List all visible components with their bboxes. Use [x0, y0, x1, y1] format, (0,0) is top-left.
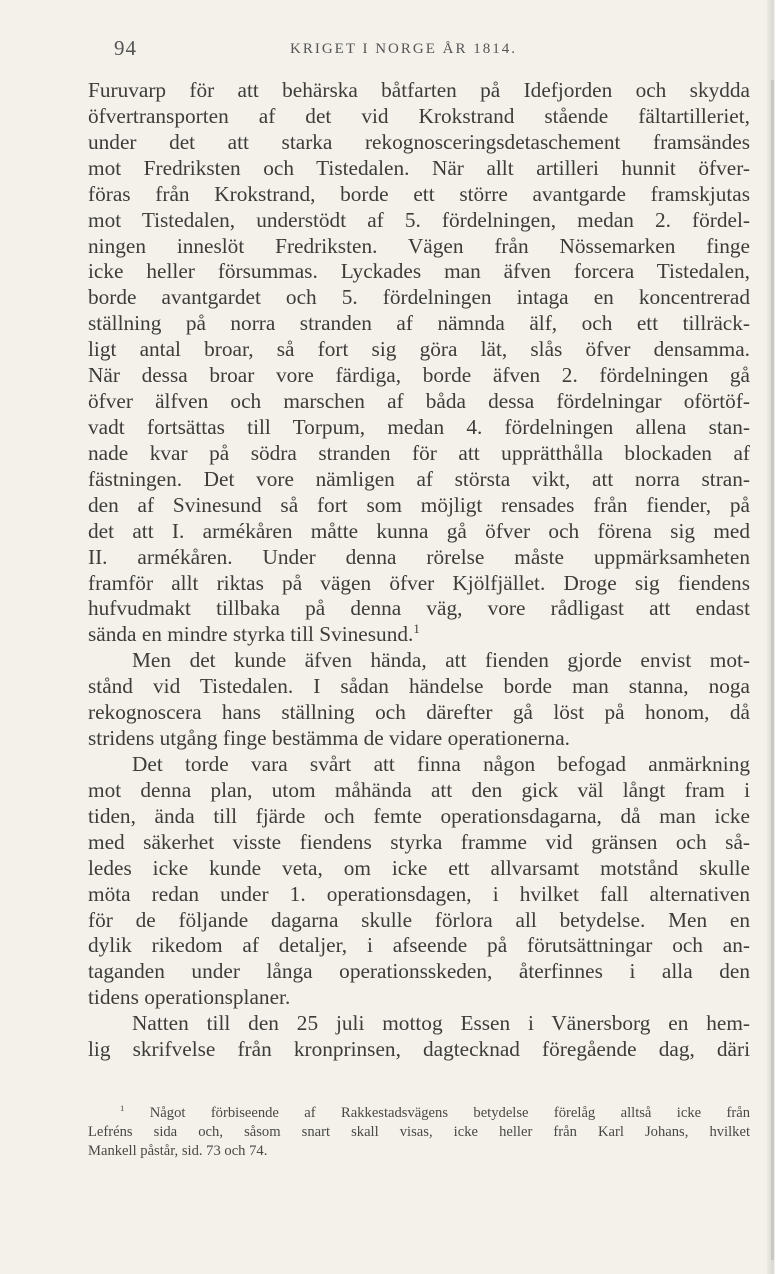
text-line-text: ledes icke kunde veta, om icke ett allvarsamt motstånd skulle	[88, 855, 750, 880]
text-line	[88, 674, 750, 700]
text-line-text: När dessa broar vore färdiga, borde äfven 2. fördelningen gå	[88, 363, 750, 388]
footnotes	[88, 1104, 750, 1161]
text-line-text: ställning på norra stranden af nämnda älf, och ett tillräck-	[88, 311, 750, 336]
text-line-text: ligt antal broar, så fort sig göra lät, slås öfver densamma.	[88, 337, 750, 362]
text-line	[88, 156, 750, 182]
text-line	[88, 130, 750, 156]
text-line	[88, 752, 750, 778]
text-line-text: under det att starka rekognosceringsdetaschement framsändes	[88, 129, 750, 154]
text-line	[88, 700, 750, 726]
footnote-line-text: Något förbiseende af Rakkestadsvägens betydelse förelåg alltså icke från	[149, 1105, 750, 1121]
text-line	[88, 337, 750, 363]
footnote-line-text: Lefréns sida och, såsom snart skall visas, icke heller från Karl Johans, hvilket	[88, 1124, 750, 1140]
text-line-text: mot Fredriksten och Tistedalen. När allt artilleri hunnit öfver-	[88, 155, 750, 180]
text-line	[88, 363, 750, 389]
text-line-text: den af Svinesund så fort som möjligt rensades från fiender, på	[88, 492, 750, 517]
text-line	[88, 104, 750, 130]
text-line-text: borde avantgardet och 5. fördelningen intaga en koncentrerad	[88, 285, 750, 310]
text-line-text: mot Tistedalen, understödt af 5. fördelningen, medan 2. fördel-	[88, 207, 750, 232]
text-line-text: vadt fortsättas till Torpum, medan 4. fördelningen allena stan-	[88, 414, 750, 439]
text-line-text: taganden under långa operationsskeden, återfinnes i alla den	[88, 959, 750, 984]
page-number: 94	[114, 36, 137, 60]
text-line	[88, 1011, 750, 1037]
page-header	[114, 36, 730, 60]
text-line-text: icke heller försummas. Lyckades man äfven forcera Tistedalen,	[88, 259, 750, 284]
text-line-text: Furuvarp för att behärska båtfarten på Idefjorden och skydda	[88, 78, 750, 102]
text-line	[88, 830, 750, 856]
text-line-text: lig skrifvelse från kronprinsen, dagtecknad föregående dag, däri	[88, 1037, 750, 1062]
text-line	[88, 622, 750, 648]
footnote-line	[88, 1104, 750, 1123]
text-line-text: II. armékåren. Under denna rörelse måste uppmärksamheten	[88, 544, 750, 569]
footnote-line	[88, 1123, 750, 1142]
text-line-text: framför allt riktas på vägen öfver Kjölfjället. Droge sig fiendens	[88, 570, 750, 595]
text-line	[88, 882, 750, 908]
text-line	[88, 856, 750, 882]
text-line	[88, 908, 750, 934]
text-line	[88, 234, 750, 260]
binding-edge	[771, 80, 774, 1260]
text-line-text: stridens utgång finge bestämma de vidare operationerna.	[88, 726, 570, 751]
text-line-text: ningen inneslöt Fredriksten. Vägen från Nössemarken finge	[88, 233, 750, 258]
text-line	[88, 493, 750, 519]
footnote-reference[interactable]: 1	[413, 622, 420, 637]
text-line	[88, 259, 750, 285]
text-line	[88, 804, 750, 830]
text-line-text: Det torde vara svårt att finna någon befogad anmärkning	[132, 751, 750, 776]
text-line-text: sända en mindre styrka till Svinesund.	[88, 622, 414, 647]
running-title: KRIGET I NORGE ÅR 1814.	[290, 41, 517, 57]
body-text	[88, 78, 750, 1063]
text-line	[88, 1037, 750, 1063]
text-line	[88, 778, 750, 804]
text-line-text: tidens operationsplaner.	[88, 985, 291, 1010]
text-line	[88, 441, 750, 467]
text-line	[88, 467, 750, 493]
text-line	[88, 726, 750, 752]
text-line	[88, 519, 750, 545]
text-line	[88, 545, 750, 571]
text-line-text: mot denna plan, utom måhända att den gick väl långt fram i	[88, 777, 750, 802]
text-line	[88, 985, 750, 1011]
text-line	[88, 208, 750, 234]
text-line	[88, 959, 750, 985]
text-line	[88, 285, 750, 311]
text-line-text: för de följande dagarna skulle förlora all betydelse. Men en	[88, 907, 750, 932]
text-line-text: dylik rikedom af detaljer, i afseende på förutsättningar och an-	[88, 933, 750, 958]
text-line	[88, 571, 750, 597]
text-line-text: möta redan under 1. operationsdagen, i hvilket fall alternativen	[88, 881, 750, 906]
text-line-text: Natten till den 25 juli mottog Essen i Vänersborg en hem-	[132, 1011, 750, 1036]
text-line-text: stånd vid Tistedalen. I sådan händelse borde man stanna, noga	[88, 674, 750, 699]
footnote-line	[88, 1142, 750, 1161]
text-line-text: nade kvar på södra stranden för att upprätthålla blockaden af	[88, 440, 750, 465]
text-line-text: Men det kunde äfven hända, att fienden gjorde envist mot-	[132, 648, 750, 673]
text-line	[88, 182, 750, 208]
text-line-text: föras från Krokstrand, borde ett större avantgarde framskjutas	[88, 181, 750, 206]
text-line-text: med säkerhet visste fiendens styrka framme vid gränsen och så-	[88, 829, 750, 854]
text-line-text: rekognoscera hans ställning och därefter gå löst på honom, då	[88, 700, 750, 725]
text-line	[88, 933, 750, 959]
footnote-line-text: Mankell påstår, sid. 73 och 74.	[88, 1143, 268, 1159]
text-line	[88, 596, 750, 622]
text-line-text: öfvertransporten af det vid Krokstrand stående fältartilleriet,	[88, 103, 750, 128]
text-line	[88, 311, 750, 337]
page-edge-shadow	[767, 0, 781, 1274]
text-line-text: det att I. armékåren måtte kunna gå öfver och förena sig med	[88, 518, 750, 543]
text-line	[88, 78, 750, 104]
text-line-text: hufvudmakt tillbaka på denna väg, vore rådligast att endast	[88, 596, 750, 621]
footnote-marker: 1	[120, 1103, 125, 1114]
text-line-text: öfver älfven och marschen af båda dessa fördelningar oförtöf-	[88, 389, 750, 414]
text-line	[88, 415, 750, 441]
text-line-text: tiden, ända till fjärde och femte operationsdagarna, då man icke	[88, 803, 750, 828]
text-line	[88, 648, 750, 674]
text-line-text: fästningen. Det vore nämligen af största vikt, att norra stran-	[88, 466, 750, 491]
text-line	[88, 389, 750, 415]
